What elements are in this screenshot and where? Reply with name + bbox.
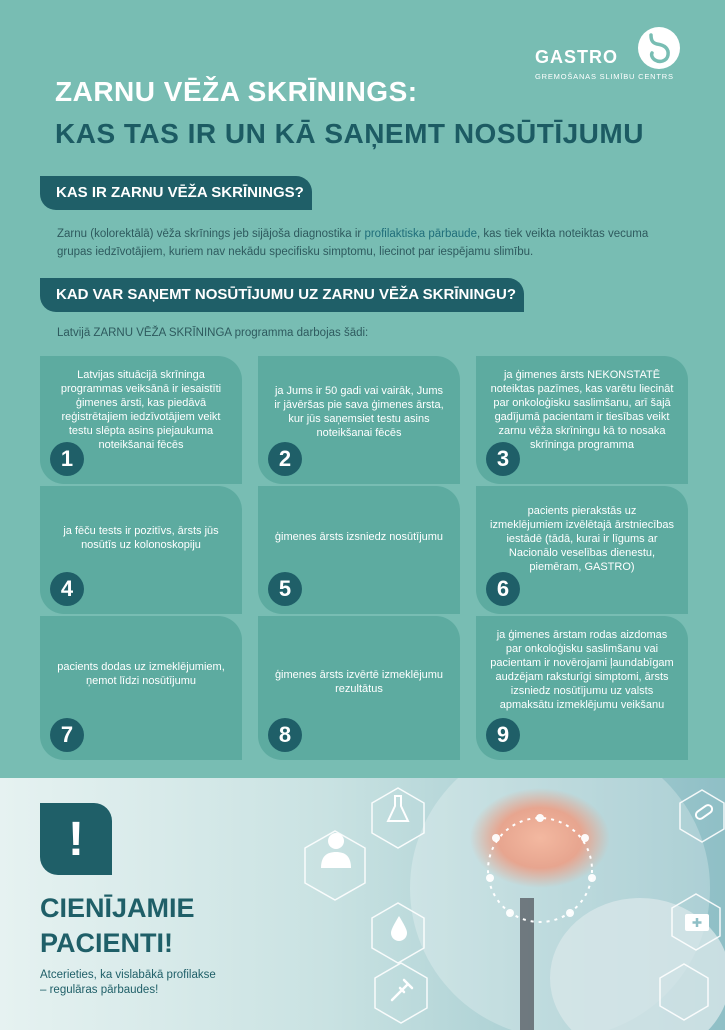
step-card-3 [476, 356, 688, 484]
step-card-1 [40, 356, 242, 484]
first-aid-icon [684, 910, 710, 932]
step-text: ja ģimenes ārsts NEKONSTATĒ noteiktas pazīmes, kas varētu liecināt par onkoloģisku saslimšanu, arī šajā gadījumā pacientam ir tiesības veikt zarnu vēža skrīningu kā to nosaka skrīninga programma [490, 369, 674, 451]
step-card-5 [258, 486, 460, 614]
step-number: 8 [268, 718, 302, 752]
step-number: 9 [486, 718, 520, 752]
step-number: 4 [50, 572, 84, 606]
section2-intro: Latvijā ZARNU VĒŽA SKRĪNINGA programma darbojas šādi: [57, 327, 369, 339]
step-card-4 [40, 486, 242, 614]
step-text: ģimenes ārsts izvērtē izmeklējumu rezultātus [274, 669, 444, 695]
step-text: ja ģimenes ārstam rodas aizdomas par onkoloģisku saslimšanu vai pacientam ir novērojami ļaundabīgam audzējam raksturīgi simptomi, ārsts izsniedz nosūtījumu uz valsts apmaksātu izmeklējumu veikšanu [490, 629, 674, 711]
section2-heading: KAD VAR SAŅEMT NOSŪTĪJUMU UZ ZARNU VĒŽA SKRĪNINGU? [40, 278, 524, 312]
cta-heading-line2: PACIENTI! [40, 928, 173, 958]
flask-icon [386, 794, 410, 824]
step-card-8 [258, 616, 460, 760]
step-text: ģimenes ārsts izsniedz nosūtījumu [274, 531, 444, 543]
step-card-7 [40, 616, 242, 760]
logo-wordmark: GASTRO [535, 47, 619, 67]
pills-icon [692, 800, 716, 824]
logo-subtitle: GREMOŠANAS SLIMĪBU CENTRS [535, 72, 674, 81]
step-card-2 [258, 356, 460, 484]
step-number: 1 [50, 442, 84, 476]
section1-text-before: Zarnu (kolorektālā) vēža skrīnings jeb sijājoša diagnostika ir [57, 228, 365, 240]
step-text: Latvijas situācijā skrīninga programmas veiksānā ir iesaistīti ģimenes ārsti, kas piedāvā reģistrētajiem iedzīvotājiem veikt testu slēpta asins piejaukuma noteikšanai fēcēs [60, 369, 222, 451]
drop-icon [389, 914, 409, 942]
cta-heading-line1: CIENĪJAMIE [40, 893, 195, 923]
section1-heading: KAS IR ZARNU VĒŽA SKRĪNINGS? [40, 176, 312, 210]
section1-paragraph [57, 225, 677, 261]
section1-text-after: , kas tiek veikta noteiktas vecuma grupas iedzīvotājiem, kuriem nav nekādu specifisku simptomu, liecinot par iespējamu slimību. [57, 228, 649, 258]
alert-icon: ! [40, 803, 112, 875]
syringe-icon [388, 976, 416, 1004]
section1-highlight: profilaktiska pārbaude [364, 228, 477, 240]
step-number: 6 [486, 572, 520, 606]
step-number: 2 [268, 442, 302, 476]
step-card-9 [476, 616, 688, 760]
cta-subtext: Atcerieties, ka vislabākā profilakse – regulāras pārbaudes! [40, 969, 216, 996]
step-text: ja fēču tests ir pozitīvs, ārsts jūs nosūtīs uz kolonoskopiju [63, 525, 219, 551]
step-card-6 [476, 486, 688, 614]
doctor-icon [319, 830, 353, 870]
page-title-line1: ZARNU VĒŽA SKRĪNINGS: [55, 76, 418, 107]
step-text: ja Jums ir 50 gadi vai vairāk, Jums ir jāvēršas pie sava ģimenes ārsta, kur jūs saņemsiet testu asins noteikšanai fēcēs [274, 385, 444, 439]
step-number: 3 [486, 442, 520, 476]
step-number: 7 [50, 718, 84, 752]
step-text: pacients pierakstās uz izmeklējumiem izvēlētajā ārstniecības iestādē (tādā, kurai ir līgums ar Nacionālo veselības dienestu, piemēram, GASTRO) [490, 505, 675, 573]
stomach-icon [637, 26, 681, 70]
brand-logo [535, 26, 685, 81]
step-number: 5 [268, 572, 302, 606]
step-text: pacients dodas uz izmeklējumiem, ņemot līdzi nosūtījumu [57, 661, 225, 687]
page-title-line2: KAS TAS IR UN KĀ SAŅEMT NOSŪTĪJUMU [55, 118, 644, 149]
